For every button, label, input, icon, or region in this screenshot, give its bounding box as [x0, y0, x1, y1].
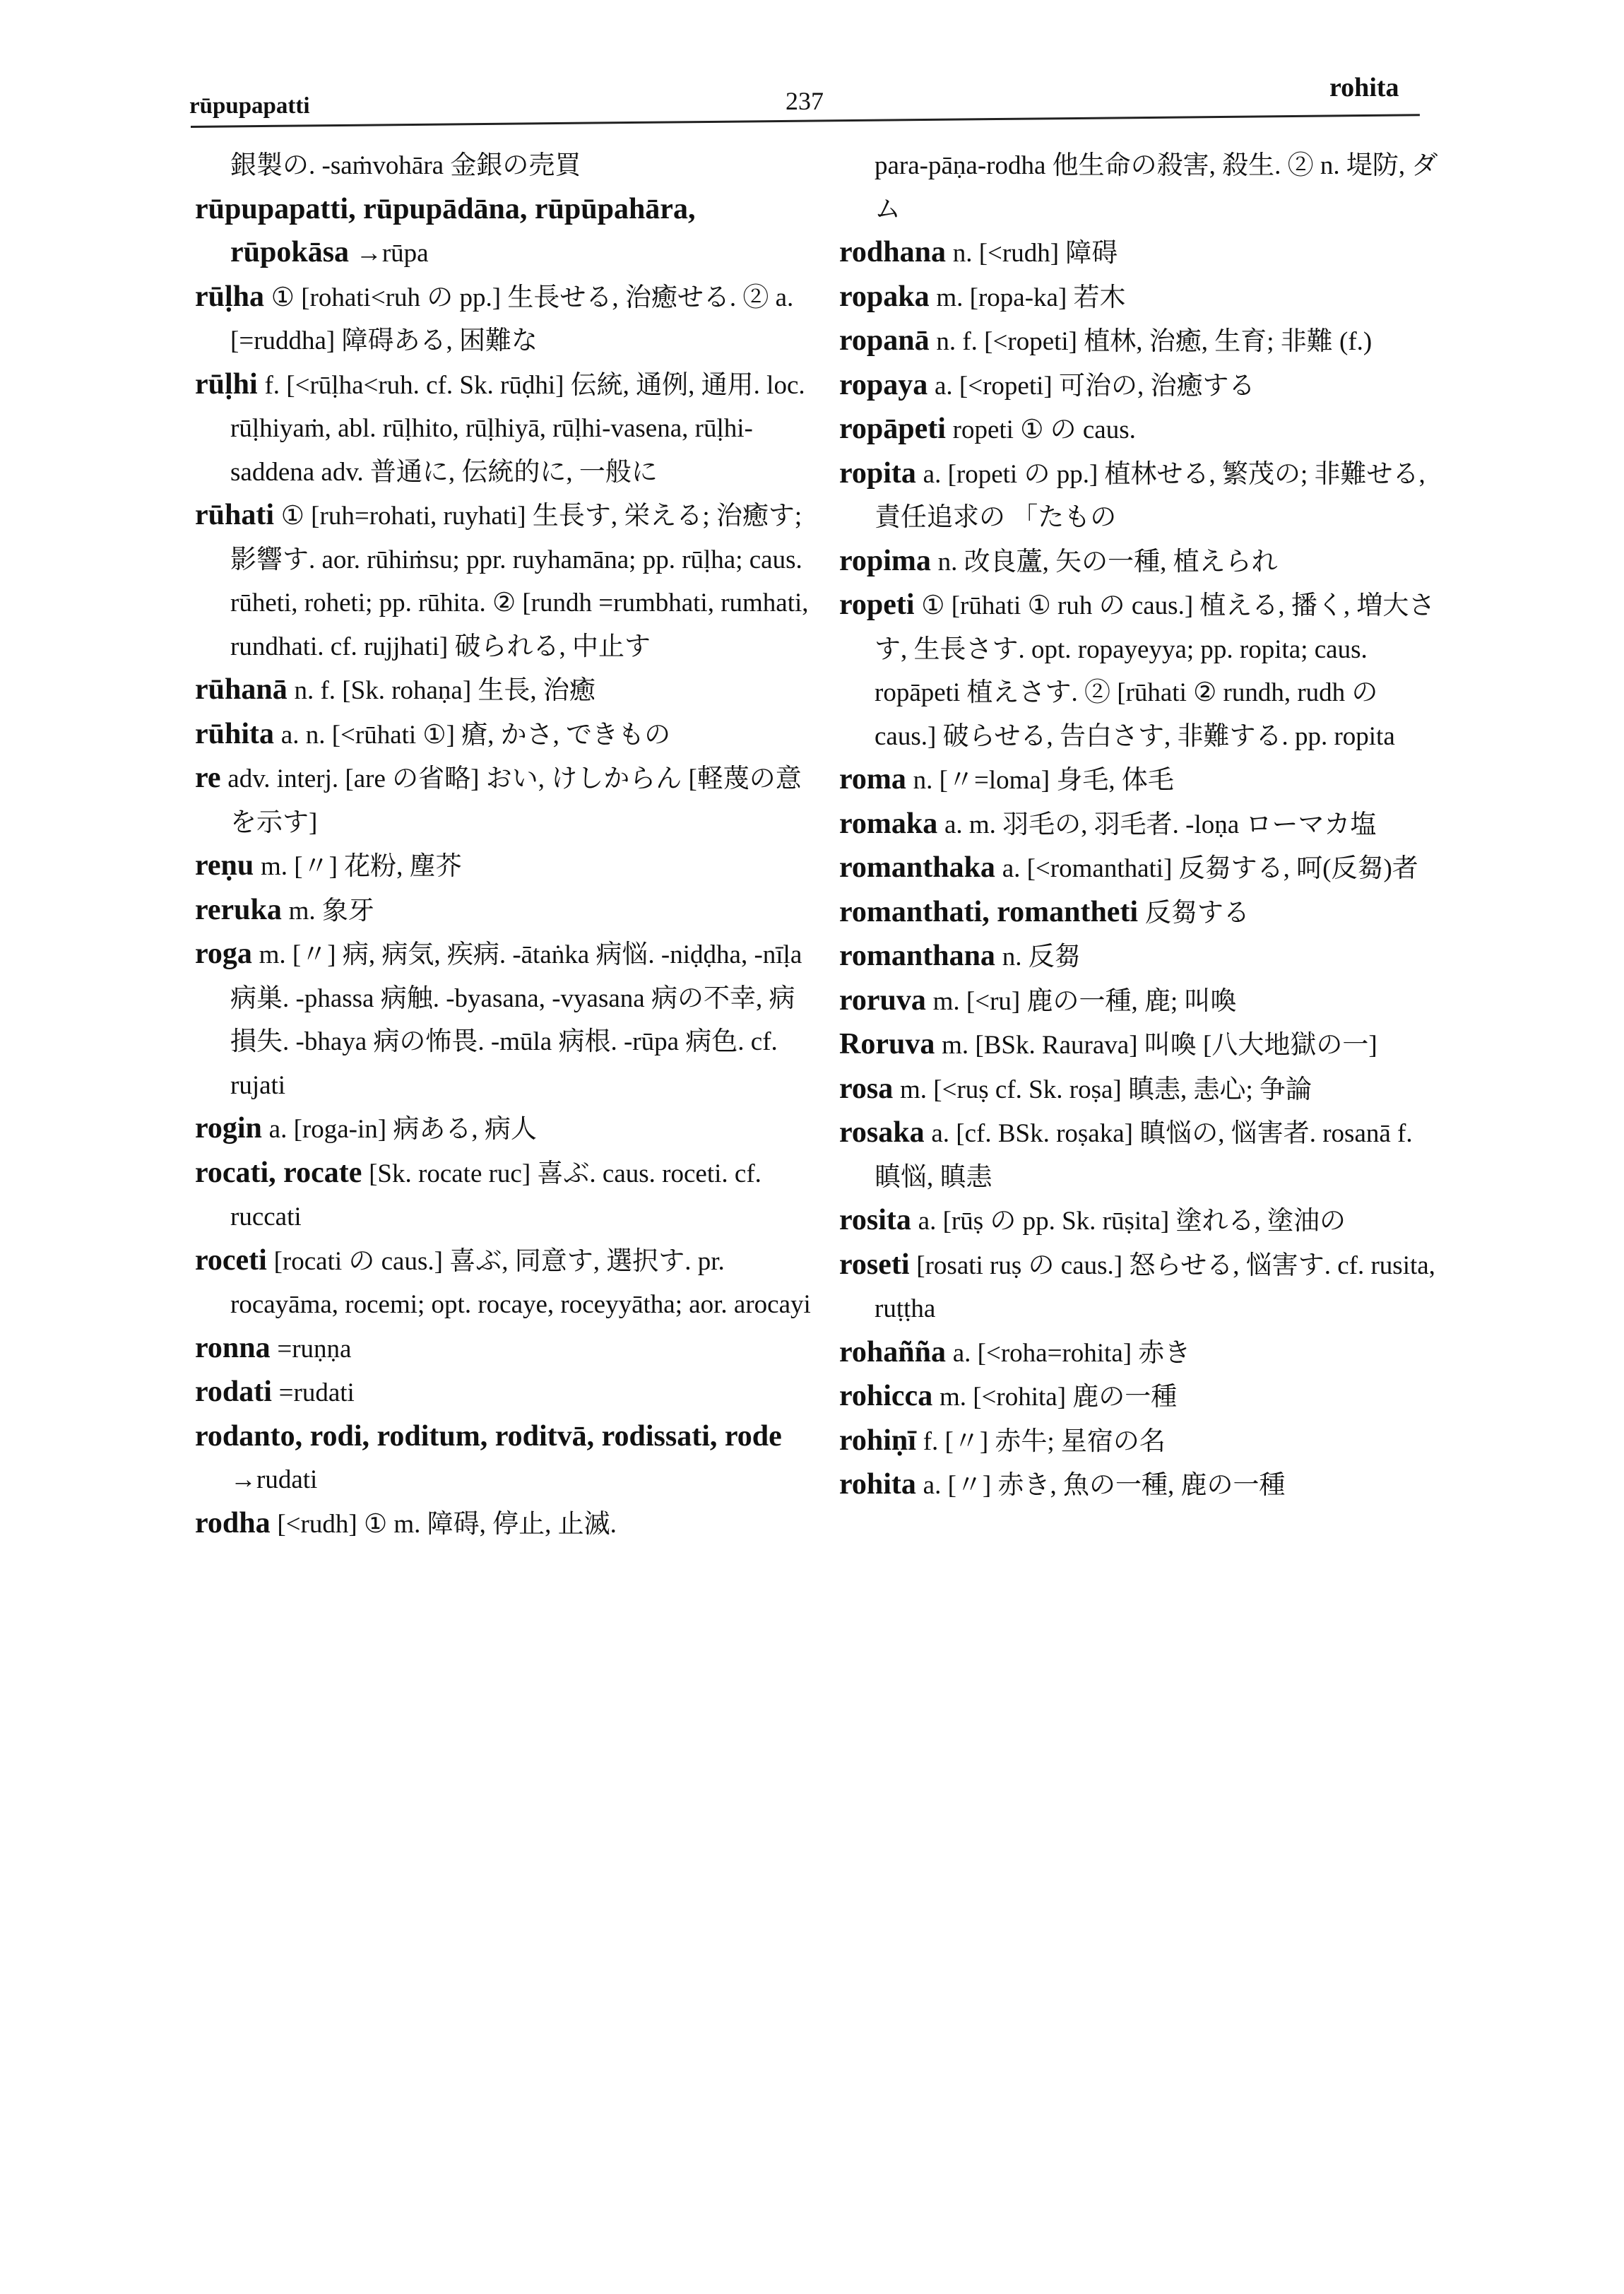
headword: re: [195, 762, 221, 794]
headword: rūpupapatti, rūpupādāna, rūpūpahāra, rūpokāsa: [195, 192, 696, 268]
definition: a. [ropeti の pp.] 植林せる, 繁茂の; 非難せる, 責任追求の 「たもの: [875, 459, 1426, 532]
headword: roruva: [839, 983, 926, 1017]
definition: n. f. [<ropeti] 植林, 治癒, 生育; 非難 (f.): [936, 327, 1373, 356]
dictionary-entry: [835, 584, 1442, 758]
headword: reṇu: [195, 849, 254, 882]
dictionary-entry: [835, 276, 1442, 320]
definition: m. [<ruṣ cf. Sk. roṣa] 瞋恚, 恚心; 争論: [899, 1075, 1312, 1104]
dictionary-entry: [835, 540, 1442, 584]
definition: a. n. [<rūhati ①] 瘡, かさ, できもの: [280, 720, 671, 750]
definition: 銀製の. -saṁvohāra 金銀の売買: [230, 151, 581, 180]
headword: rohañña: [839, 1335, 946, 1368]
definition: 反芻する: [1144, 898, 1250, 928]
dictionary-entry: [191, 276, 812, 363]
headword: rosa: [839, 1072, 894, 1105]
dictionary-entry: [835, 1199, 1442, 1243]
guide-word-left: rūpupapatti: [189, 93, 310, 119]
dictionary-entry: [191, 1371, 812, 1415]
definition: ① [rūhati ① ruh の caus.] 植える, 播く, 増大さす, 生長さす. opt. ropayeyya; pp. ropita; caus. ropāpeti 植えさす. ② [rūhati ② rundh, rudh の caus.] 破らせる, 告白さす, 非難する. pp. ropita: [875, 591, 1435, 751]
definition: [rocati の caus.] 喜ぶ, 同意す, 選択す. pr. rocayāma, rocemi; opt. rocaye, roceyyātha; aor. arocayi: [230, 1246, 811, 1319]
dictionary-entry: [835, 1111, 1442, 1199]
dictionary-entry: [191, 1107, 812, 1152]
headword: ropita: [839, 456, 916, 490]
definition: →rūpa: [355, 239, 429, 268]
headword: rūhati: [195, 499, 275, 531]
page-number: 237: [786, 87, 824, 115]
dictionary-entry: [835, 1331, 1442, 1376]
definition: =rudati: [278, 1378, 355, 1407]
definition: a. [<ropeti] 可治の, 治癒する: [935, 371, 1255, 401]
left-column: [191, 144, 812, 1546]
definition: para-pāṇa-rodha 他生命の殺害, 殺生. ② n. 堤防, ダム: [875, 151, 1438, 224]
dictionary-entry: [191, 1327, 812, 1371]
dictionary-entry: [191, 1502, 812, 1547]
headword: roseti: [839, 1248, 910, 1281]
headword: Roruva: [839, 1028, 935, 1060]
dictionary-entry: [191, 1152, 812, 1239]
dictionary-entry: [835, 1419, 1442, 1464]
dictionary-entry: [191, 933, 812, 1107]
definition: a. [<roha=rohita] 赤き: [952, 1338, 1191, 1368]
dictionary-entry: [835, 979, 1442, 1024]
headword: rūhita: [195, 717, 275, 750]
dictionary-entry: [835, 935, 1442, 979]
dictionary-entry: [835, 364, 1442, 408]
definition: n. 改良蘆, 矢の一種, 植えられ: [937, 547, 1278, 577]
dictionary-entry: [191, 1415, 812, 1502]
headword: ropāpeti: [839, 413, 946, 445]
dictionary-entry: [835, 803, 1442, 847]
headword: rosita: [839, 1204, 911, 1236]
headword: romanthana: [839, 940, 995, 972]
headword: ropaya: [839, 368, 928, 401]
headword: rodha: [195, 1506, 271, 1539]
headword: roceti: [195, 1243, 267, 1277]
headword: romanthati, romantheti: [839, 895, 1139, 928]
definition: m. [〃] 病, 病気, 疾病. -ātaṅka 病悩. -niḍḍha, -nīḷa 病巣. -phassa 病触. -byasana, -vyasana 病の不幸, 病損失. -bhaya 病の怖畏. -mūla 病根. -rūpa 病色. cf. rujati: [230, 940, 802, 1100]
headword: rūḷha: [195, 280, 265, 313]
definition: a. m. 羽毛の, 羽毛者. -loṇa ローマカ塩: [944, 810, 1377, 839]
dictionary-entry: [191, 1239, 812, 1327]
dictionary-entry: [191, 363, 812, 495]
headword: ropanā: [839, 324, 930, 357]
definition: m. [ropa-ka] 若木: [936, 283, 1126, 312]
dictionary-entry: [835, 758, 1442, 803]
dictionary-entry: [191, 889, 812, 933]
definition: a. [rūṣ の pp. Sk. rūṣita] 塗れる, 塗油の: [918, 1207, 1346, 1236]
definition: m. [<ru] 鹿の一種, 鹿; 叫喚: [932, 986, 1237, 1016]
definition: →rudati: [230, 1465, 318, 1494]
dictionary-entry: [835, 1243, 1442, 1331]
headword: ropaka: [839, 280, 930, 313]
headword: rohita: [839, 1468, 916, 1501]
dictionary-entry: [835, 891, 1442, 935]
definition: m. [BSk. Raurava] 叫喚 [八大地獄の一]: [942, 1031, 1377, 1060]
definition: ropeti ① の caus.: [952, 415, 1136, 444]
dictionary-entry: [191, 844, 812, 889]
definition: ① [ruh=rohati, ruyhati] 生長す, 栄える; 治癒す; 影響す. aor. rūhiṁsu; ppr. ruyhamāna; pp. rūḷha; caus. rūheti, roheti; pp. rūhita. ② [rundh =rumbhati, rumhati, rundhati. cf. rujjhati] 破られる, 中止す: [230, 502, 809, 661]
definition: [<rudh] ① m. 障碍, 停止, 止滅.: [277, 1509, 617, 1539]
definition: a. [roga-in] 病ある, 病人: [268, 1115, 537, 1144]
dictionary-entry: [835, 1068, 1442, 1112]
definition: n. [<rudh] 障碍: [952, 239, 1118, 268]
definition: =ruṇṇa: [277, 1334, 352, 1364]
headword: rogin: [195, 1112, 262, 1145]
definition: adv. interj. [are の省略] おい, けしからん [軽蔑の意を示す]: [227, 764, 802, 837]
headword: rocati, rocate: [195, 1156, 362, 1189]
headword: rodanto, rodi, roditum, roditvā, rodissati, rode: [195, 1419, 782, 1453]
dictionary-entry: [191, 188, 812, 276]
definition: a. [〃] 赤き, 魚の一種, 鹿の一種: [923, 1471, 1286, 1500]
headword: rohiṇī: [839, 1424, 916, 1457]
headword: romanthaka: [839, 851, 995, 884]
dictionary-entry: [835, 231, 1442, 276]
definition: a. [<romanthati] 反芻する, 呵(反芻)者: [1002, 854, 1418, 883]
dictionary-entry: [835, 408, 1442, 452]
definition: [rosati ruṣ の caus.] 怒らせる, 悩害す. cf. rusita, ruṭṭha: [875, 1251, 1435, 1323]
headword: ropima: [839, 544, 931, 577]
definition: ① [rohati<ruh の pp.] 生長せる, 治癒せる. ② a. [=ruddha] 障碍ある, 困難な: [230, 283, 794, 355]
dictionary-entry: [835, 144, 1442, 231]
headword: romaka: [839, 807, 938, 840]
definition: m. 象牙: [288, 896, 374, 926]
headword: rohicca: [839, 1380, 933, 1412]
headword: roma: [839, 763, 906, 796]
dictionary-entry: [191, 757, 812, 844]
headword: rosaka: [839, 1116, 925, 1149]
guide-word-right: rohita: [1329, 73, 1399, 102]
dictionary-entry: [835, 846, 1442, 891]
header-rule: [191, 114, 1420, 128]
headword: reruka: [195, 893, 282, 926]
headword: roga: [195, 938, 252, 970]
dictionary-entry: [835, 1023, 1442, 1068]
dictionary-entry: [191, 144, 812, 188]
dictionary-entry: [835, 1463, 1442, 1508]
dictionary-entry: [191, 494, 812, 668]
headword: rūhanā: [195, 673, 288, 706]
dictionary-entry: [191, 668, 812, 713]
definition: [Sk. rocate ruc] 喜ぶ. caus. roceti. cf. ruccati: [230, 1159, 761, 1231]
definition: n. [〃=loma] 身毛, 体毛: [913, 766, 1174, 795]
definition: m. [<rohita] 鹿の一種: [939, 1383, 1178, 1412]
dictionary-entry: [835, 452, 1442, 540]
headword: ronna: [195, 1331, 271, 1364]
headword: ropeti: [839, 589, 915, 621]
definition: n. 反芻: [1002, 942, 1081, 971]
definition: f. [<rūḷha<ruh. cf. Sk. rūḍhi] 伝統, 通例, 通用. loc. rūḷhiyaṁ, abl. rūḷhito, rūḷhiyā, rūḷhi-vasena, rūḷhi-saddena adv. 普通に, 伝統的に, 一般に: [230, 370, 805, 487]
dictionary-entry: [835, 1375, 1442, 1419]
definition: m. [〃] 花粉, 塵芥: [261, 852, 462, 881]
dictionary-entry: [835, 319, 1442, 364]
headword: rodati: [195, 1376, 272, 1408]
definition: f. [〃] 赤牛; 星宿の名: [923, 1426, 1166, 1456]
definition: a. [cf. BSk. roṣaka] 瞋悩の, 悩害者. rosanā f. 瞋悩, 瞋恚: [875, 1119, 1413, 1192]
headword: rodhana: [839, 236, 946, 268]
definition: n. f. [Sk. rohaṇa] 生長, 治癒: [294, 676, 595, 705]
headword: rūḷhi: [195, 367, 258, 401]
right-column: [835, 144, 1442, 1508]
dictionary-entry: [191, 713, 812, 757]
